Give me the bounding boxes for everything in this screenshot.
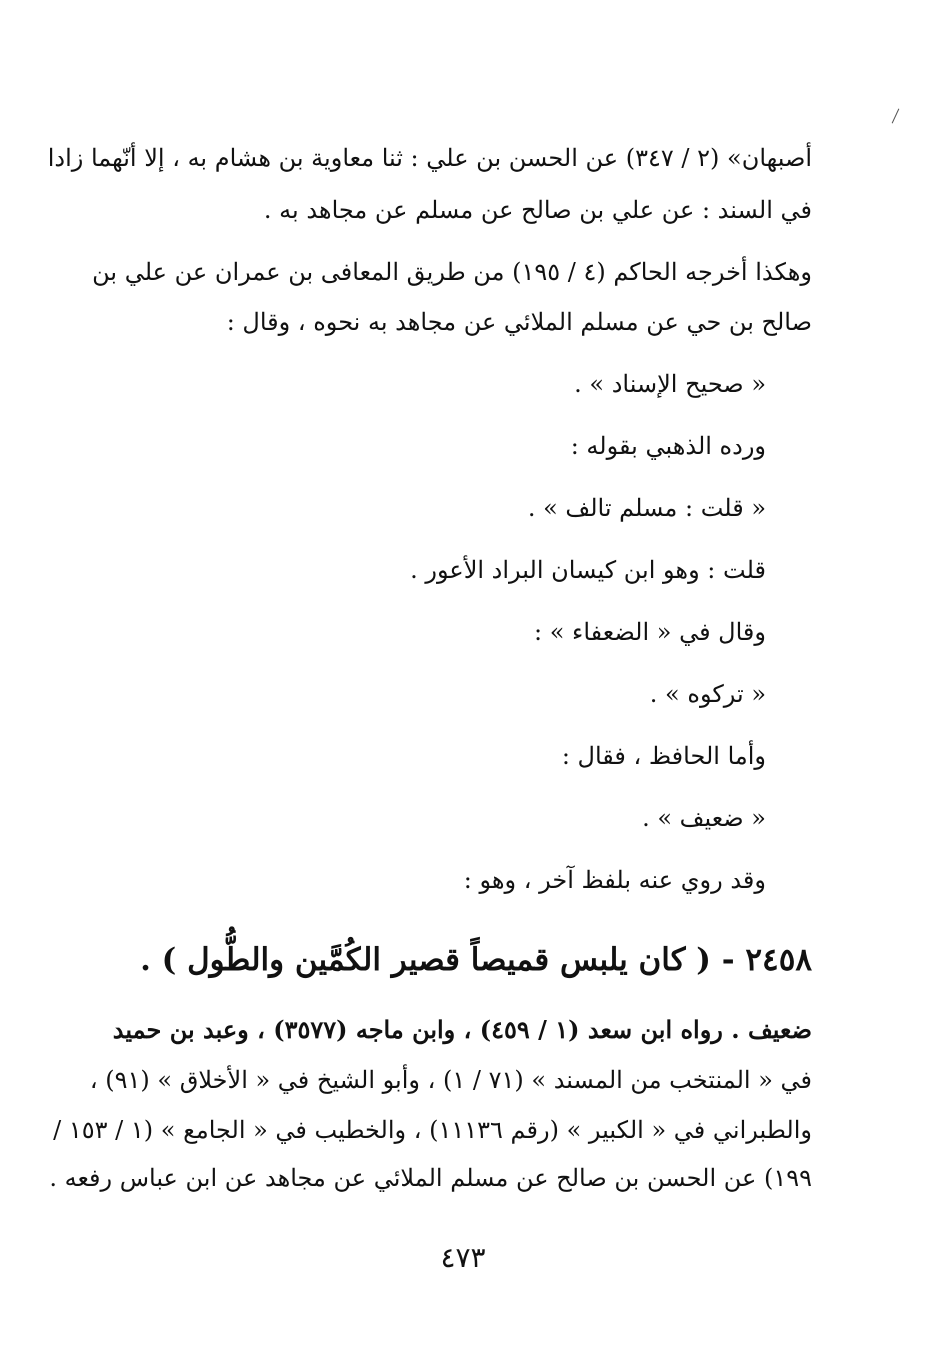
commentary-line-1: ضعيف . رواه ابن سعد (١ / ٤٥٩) ، وابن ماجه (٣٥٧٧) ، وعبد بن حميد (112, 1015, 812, 1044)
text-line-1: أصبهان» (٢ / ٣٤٧) عن الحسن بن علي : ثنا معاوية بن هشام به ، إلا أنّهما زادا (47, 144, 812, 172)
quote-muslim-talif: « قلت : مسلم تالف » . (527, 494, 766, 522)
text-line-another-wording: وقد روي عنه بلفظ آخر ، وهو : (463, 866, 766, 894)
quote-sahih-isnad: « صحيح الإسناد » . (574, 370, 766, 398)
commentary-line-4: ١٩٩) عن الحسن بن صالح عن مسلم الملائي عن مجاهد عن ابن عباس رفعه . (49, 1164, 812, 1192)
commentary-line-2: في « المنتخب من المسند » (٧١ / ١) ، وأبو الشيخ في « الأخلاق » (٩١) ، (89, 1066, 812, 1094)
text-line-dhahabi: ورده الذهبي بقوله : (570, 432, 766, 460)
text-line-4: صالح بن حي عن مسلم الملائي عن مجاهد به نحوه ، وقال : (226, 308, 812, 336)
hadith-title: ٢٤٥٨ - ( كان يلبس قميصاً قصير الكُمَّين والطُّول ) . (140, 942, 812, 978)
page-number: ٤٧٣ (440, 1241, 486, 1274)
text-line-3: وهكذا أخرجه الحاكم (٤ / ١٩٥) من طريق المعافى بن عمران عن علي بن (92, 258, 812, 286)
text-line-2: في السند : عن علي بن صالح عن مسلم عن مجاهد به . (263, 196, 812, 224)
quote-daif: « ضعيف » . (642, 804, 766, 832)
page-corner-mark (892, 109, 900, 124)
quote-tarakuhu: « تركوه » . (649, 680, 766, 708)
text-line-ibn-kaysan: قلت : وهو ابن كيسان البراد الأعور . (410, 556, 766, 584)
commentary-line-3: والطبراني في « الكبير » (رقم ١١١٣٦) ، والخطيب في « الجامع » (١ / ١٥٣ / (53, 1116, 812, 1144)
text-line-duafa: وقال في « الضعفاء » : (534, 618, 766, 646)
text-line-hafiz: وأما الحافظ ، فقال : (561, 742, 766, 770)
